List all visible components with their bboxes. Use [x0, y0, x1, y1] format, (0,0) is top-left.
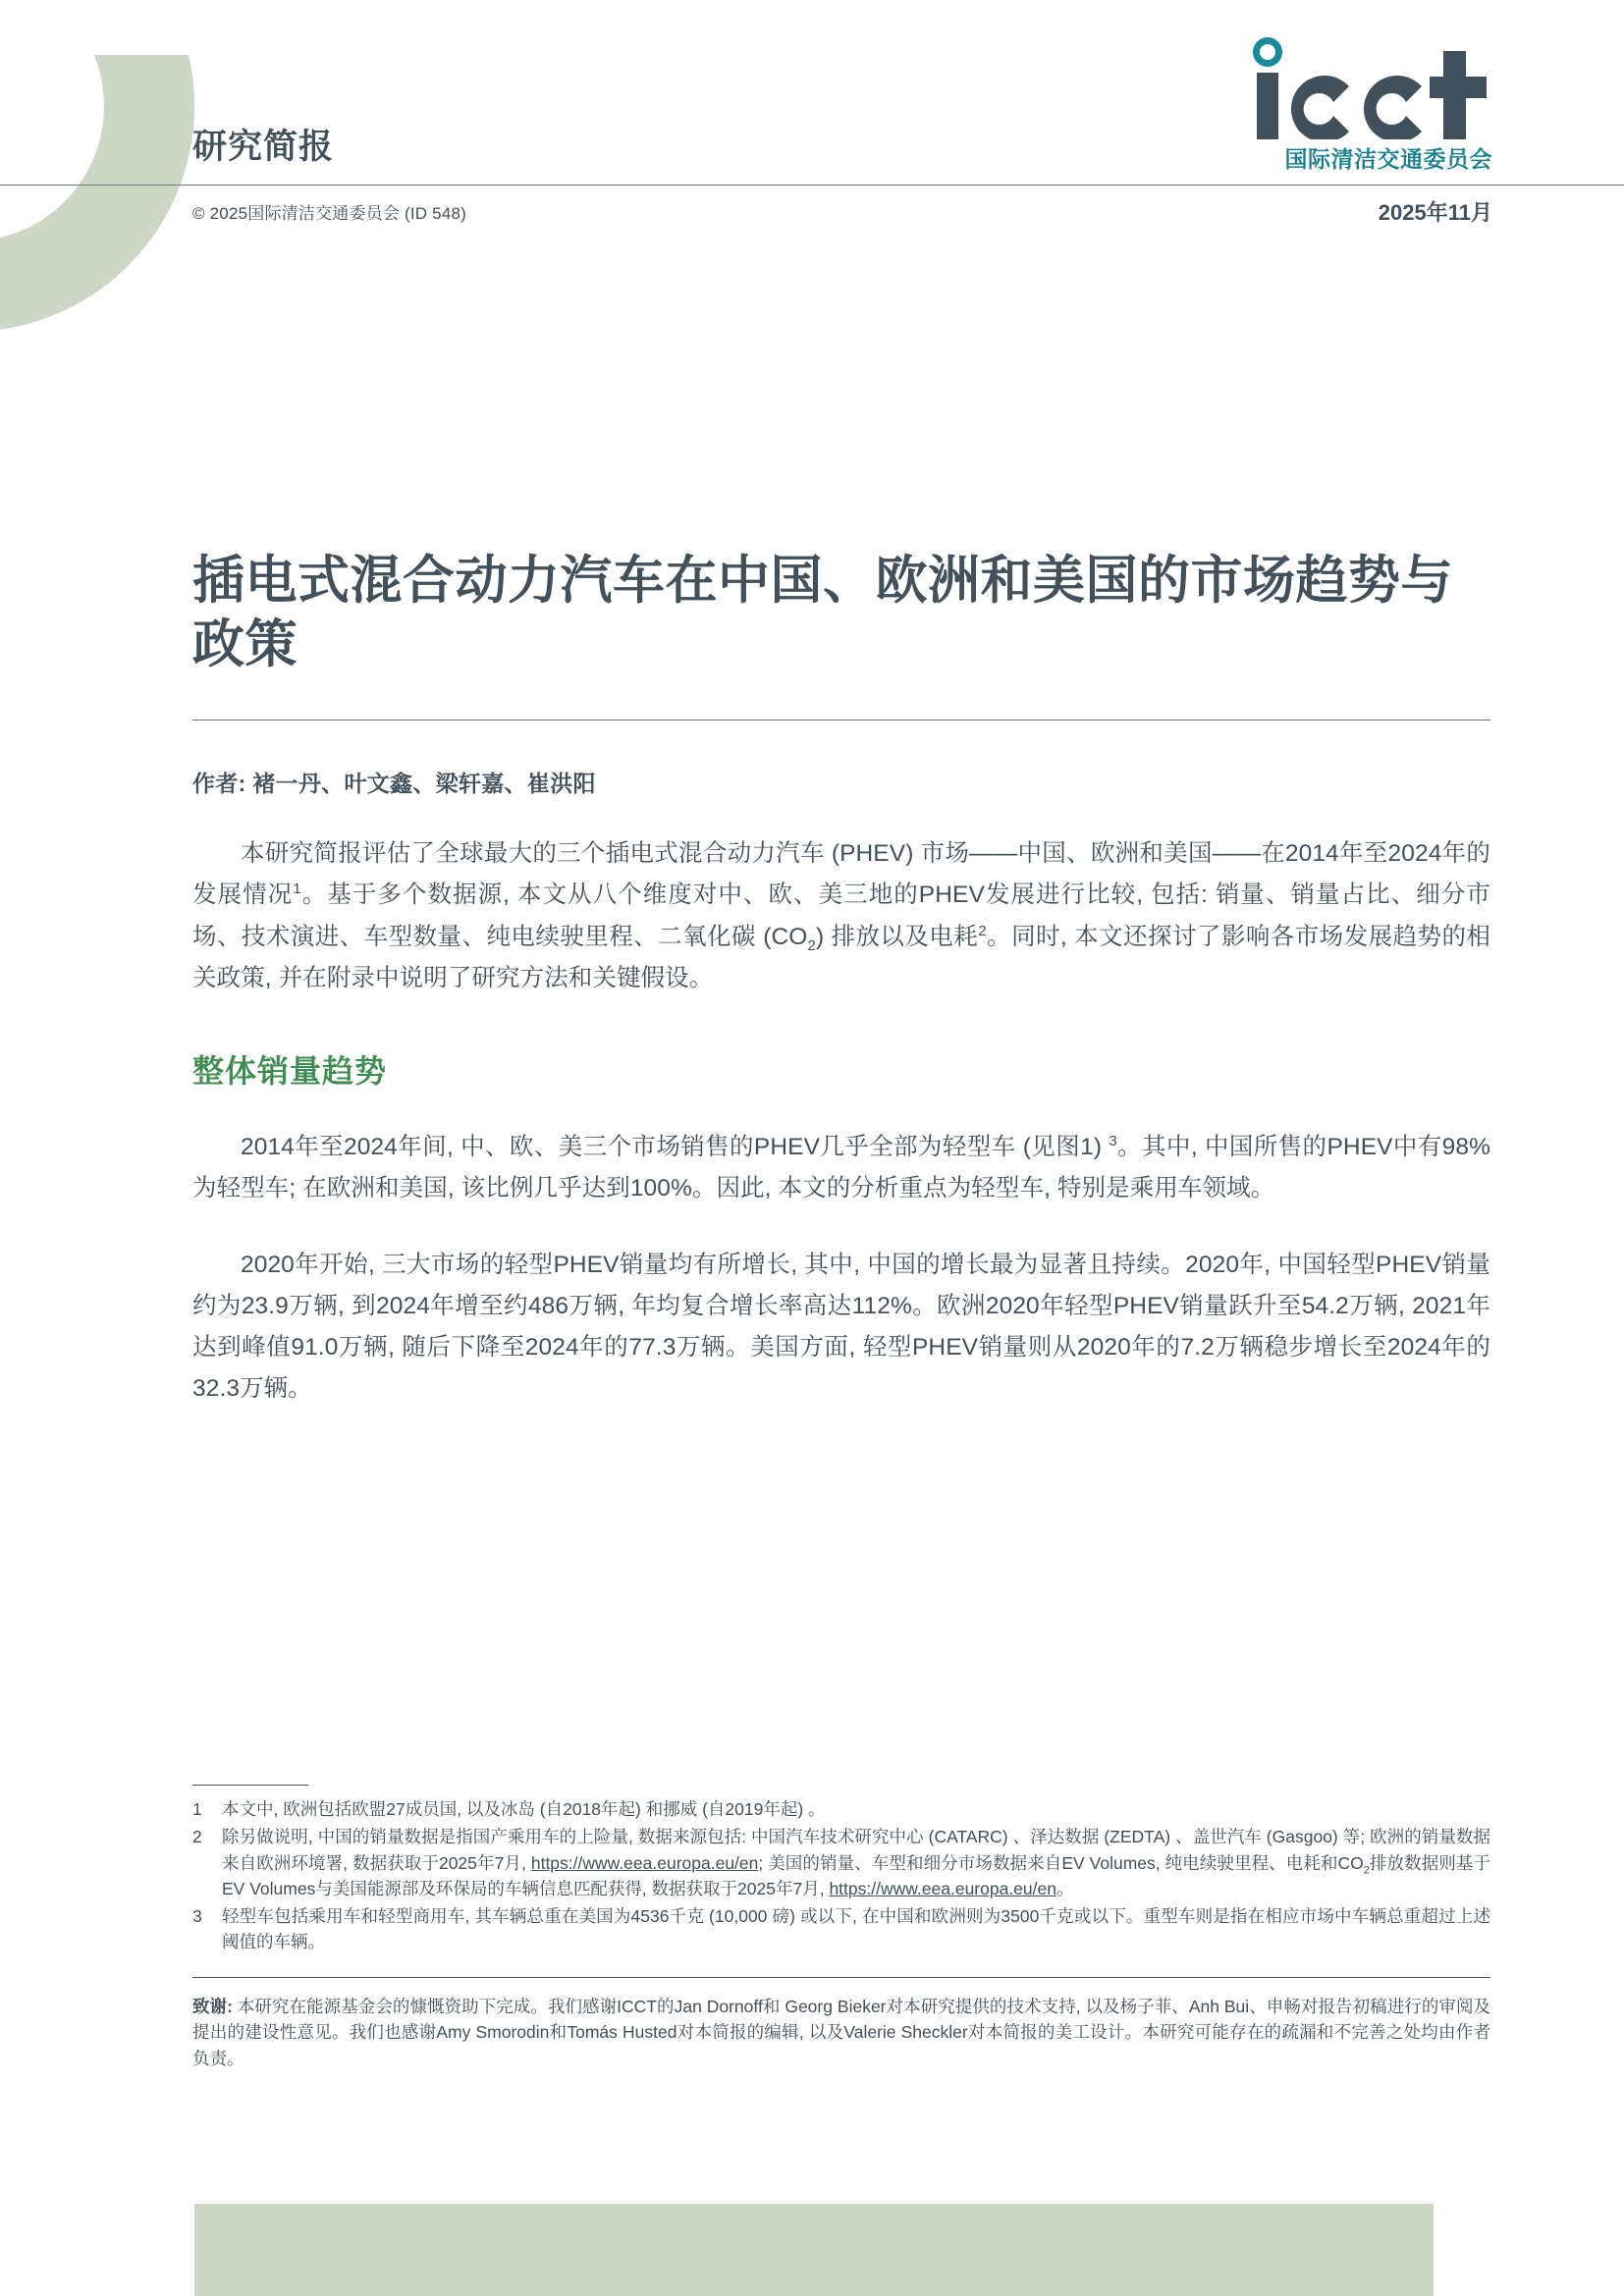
footnote2-text-c: 排放数据则基于EV Volumes与美国能源部及环保局的车辆信息匹配获得, 数据获取于2025年7月, [222, 1852, 1490, 1898]
footnote-text: 轻型车包括乘用车和轻型商用车, 其车辆总重在美国为4536千克 (10,000 磅) 或以下, 在中国和欧洲则为3500千克或以下。重型车则是指在相应市场中车辆总重超过上述阈值的车辆。 [222, 1906, 1490, 1952]
footnote-text [222, 1824, 1490, 1901]
footnote2-text-d: 。 [1056, 1878, 1074, 1898]
abstract-text-4: 。同时, 本文还探讨了影响各市场发展趋势的相关政策, 并在附录中说明了研究方法和关键假设。 [192, 923, 1491, 991]
acknowledgement-text: 本研究在能源基金会的慷慨资助下完成。我们感谢ICCT的Jan Dornoff和 Georg Bieker对本研究提供的技术支持, 以及杨子菲、Anh Bui、申畅对报告初稿进行的审阅及提出的建设性意见。我们也感谢Amy Smorodin和Tomás Husted对本简报的编辑, 以及Valerie Sheckler对本简报的美工设计。本研究可能存在的疏漏和不完善之处均由作者负责。 [192, 1996, 1490, 2068]
footnote-divider [192, 1785, 308, 1786]
page-title: 插电式混合动力汽车在中国、欧洲和美国的市场趋势与政策 [192, 552, 1453, 673]
publication-date: 2025年11月 [1378, 200, 1492, 225]
acknowledgement-block [192, 1994, 1490, 2072]
title-divider [192, 720, 1490, 721]
footnotes-section [192, 1785, 1490, 2071]
acknowledgement-divider [192, 1977, 1490, 1978]
footnote2-link-eea-2[interactable]: https://www.eea.europa.eu/en [829, 1878, 1056, 1898]
para1-text-2: 。其中, 中国所售的PHEV中有98%为轻型车; 在欧洲和美国, 该比例几乎达到100%。因此, 本文的分析重点为轻型车, 特别是乘用车领域。 [192, 1133, 1491, 1201]
abstract-paragraph [192, 833, 1490, 999]
acknowledgement-label: 致谢: [192, 1996, 233, 2016]
footnote-ref-3[interactable]: 3 [1109, 1132, 1117, 1149]
abstract-text-3: ) 排放以及电耗 [815, 923, 979, 950]
icct-chinese-name: 国际清洁交通委员会 [1284, 146, 1492, 172]
footnote-ref-1[interactable]: 1 [293, 881, 301, 898]
footnote2-text-a: 除另做说明, 中国的销量数据是指国产乘用车的上险量, 数据来源包括: 中国汽车技术研究中心 (CATARC) 、泽达数据 (ZEDTA) 、盖世汽车 (Gasgoo) 等; 欧洲的销量数据来自欧洲环境署, 数据获取于2025年7月, [222, 1827, 1490, 1873]
para1-text-1: 2014年至2024年间, 中、欧、美三个市场销售的PHEV几乎全部为轻型车 (见图1) [241, 1133, 1110, 1160]
abstract-text-2: 。基于多个数据源, 本文从八个维度对中、欧、美三地的PHEV发展进行比较, 包括: 销量、销量占比、细分市场、技术演进、车型数量、纯电续驶里程、二氧化碳 (CO [192, 881, 1490, 950]
abstract-text-1: 本研究简报评估了全球最大的三个插电式混合动力汽车 (PHEV) 市场——中国、欧洲和美国——在2014年至2024年的发展情况 [192, 840, 1490, 909]
paragraph-sales-trend-1 [192, 1127, 1490, 1209]
icct-wordmark-icon [1178, 41, 1492, 139]
footnote2-text-b: ; 美国的销量、车型和细分市场数据来自EV Volumes, 纯电续驶里程、电耗和CO [758, 1852, 1364, 1873]
copyright-line: © 2025国际清洁交通委员会 (ID 548) [192, 204, 466, 223]
section-heading-overall-sales-trends: 整体销量趋势 [192, 1052, 388, 1089]
authors-line: 作者: 褚一丹、叶文鑫、梁轩嘉、崔洪阳 [192, 771, 596, 797]
footnote-item [192, 1824, 1490, 1901]
footnote2-link-eea-1[interactable]: https://www.eea.europa.eu/en [530, 1852, 759, 1873]
footnote-item [192, 1903, 1490, 1955]
footnote-number: 3 [192, 1906, 202, 1926]
bottom-accent-block [194, 2204, 1434, 2296]
main-content [192, 550, 1490, 1411]
brief-type-label: 研究简报 [192, 128, 335, 166]
header-divider [0, 185, 1624, 186]
page-header [0, 0, 1624, 275]
footnote-ref-2[interactable]: 2 [978, 922, 987, 939]
footnote-number: 1 [192, 1799, 202, 1819]
footnote-item [192, 1796, 1490, 1822]
icct-logo [1178, 41, 1492, 174]
paragraph-sales-trend-2: 2020年开始, 三大市场的轻型PHEV销量均有所增长, 其中, 中国的增长最为显著且持续。2020年, 中国轻型PHEV销量约为23.9万辆, 到2024年增至约486万辆, 年均复合增长率高达112%。欧洲2020年轻型PHEV销量跃升至54.2万辆, 2021年达到峰值91.0万辆, 随后下降至2024年的77.3万辆。美国方面, 轻型PHEV销量则从2020年的7.2万辆稳步增长至2024年的32.3万辆。 [192, 1252, 1490, 1403]
icct-logo-svg [1247, 37, 1492, 139]
co2-subscript: 2 [807, 936, 816, 954]
footnote-text: 本文中, 欧洲包括欧盟27成员国, 以及冰岛 (自2018年起) 和挪威 (自2019年起) 。 [222, 1799, 826, 1819]
footnote-number: 2 [192, 1827, 202, 1847]
footnote2-co2-subscript: 2 [1363, 1864, 1370, 1876]
